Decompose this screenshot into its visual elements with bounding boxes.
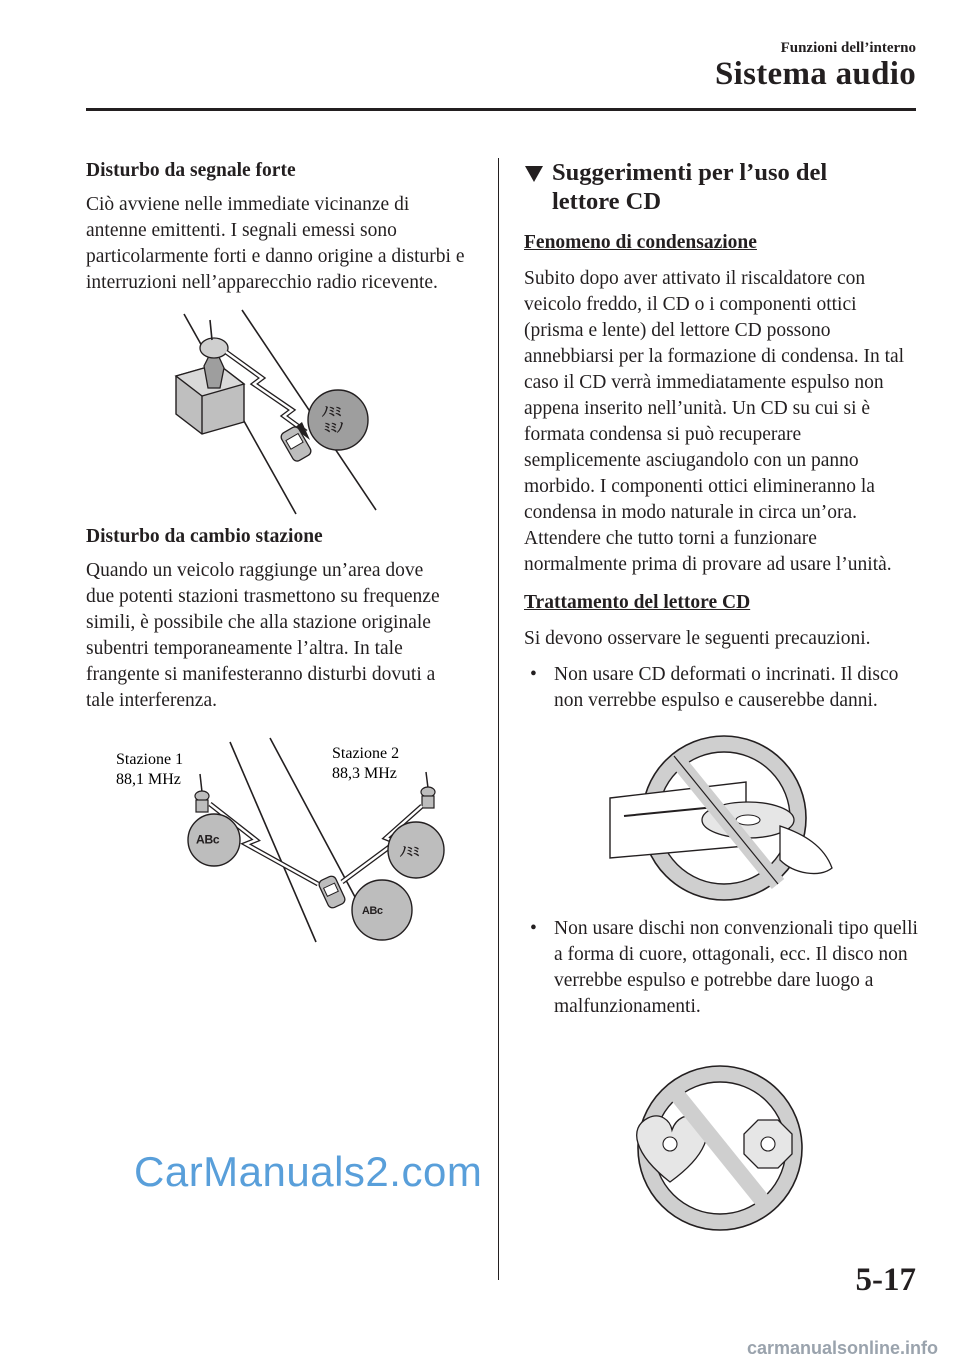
- page-number: 5-17: [855, 1262, 916, 1298]
- svg-text:ﾐﾐﾉ: ﾐﾐﾉ: [324, 420, 344, 435]
- strong-signal-heading: Disturbo da segnale forte: [86, 160, 296, 181]
- no-shaped-discs-illustration: [524, 1042, 920, 1232]
- strong-signal-illustration: [86, 304, 481, 516]
- bullet-deformed-cd: [524, 662, 920, 714]
- bullet-dot-icon: •: [530, 918, 537, 939]
- station-2-frequency: 88,3 MHz: [332, 765, 397, 782]
- station-1-frequency: 88,1 MHz: [116, 771, 181, 788]
- station-change-text: Quando un veicolo raggiunge un’area dove due potenti stazioni trasmettono su frequenze simili, è possibile che alla stazione originale subentri temporaneamente l’altra. In tale frangente si manifesteranno disturbi dovuti a tale interferenza.: [86, 560, 440, 711]
- cd-tips-title-line1: Suggerimenti per l’uso del: [552, 159, 828, 186]
- station-change-heading: Disturbo da cambio stazione: [86, 526, 323, 547]
- section-title: Sistema audio: [714, 56, 916, 92]
- bullet-unconventional-discs: [524, 916, 920, 1020]
- svg-text:ᴬᴮᶜ: ᴬᴮᶜ: [362, 905, 384, 922]
- svg-text:ﾉﾐﾐ: ﾉﾐﾐ: [400, 844, 420, 859]
- left-column: [86, 158, 481, 944]
- strong-signal-text: Ciò avviene nelle immediate vicinanze di antenne emittenti. I segnali emessi sono particolarmente forti e danno origine a disturbi e interruzioni nell’apparecchio radio ricevente.: [86, 194, 465, 293]
- cd-tips-title-line2: lettore CD: [552, 188, 662, 215]
- bullet-unconventional-discs-text: Non usare dischi non convenzionali tipo quelli a forma di cuore, ottagonali, ecc. Il disco non verrebbe espulso e potrebbe dare luogo a malfunzionamenti.: [554, 918, 918, 1017]
- bullet-dot-icon: •: [530, 664, 537, 685]
- triangle-marker-icon: [524, 162, 544, 191]
- station-change-illustration: [86, 734, 481, 944]
- station-2-name: Stazione 2: [332, 745, 400, 762]
- condensation-text: Subito dopo aver attivato il riscaldatore con veicolo freddo, il CD o i componenti ottici (prisma e lente) del lettore CD possono annebbiarsi per la formazione di condensa. In tal caso il CD verrà immediatamente espulso non appena inserito nell’unità. Un CD su cui si è formata condensa si può recuperare semplicemente asciugandolo con un panno morbido. I componenti ottici elimineranno la condensa in modo naturale in circa un’ora. Attendere che tutto torni a funzionare normalmente prima di provare ad usare l’unità.: [524, 268, 905, 575]
- bullet-deformed-cd-text: Non usare CD deformati o incrinati. Il disco non verrebbe espulso e causerebbe danni.: [554, 664, 899, 711]
- svg-text:ﾉﾐﾐ: ﾉﾐﾐ: [322, 404, 342, 419]
- column-divider: [498, 158, 499, 1280]
- no-deformed-cd-illustration: [524, 728, 920, 908]
- svg-text:ᴬᴮᶜ: ᴬᴮᶜ: [196, 832, 220, 852]
- station-1-name: Stazione 1: [116, 751, 184, 768]
- station-2-antenna-icon: [421, 772, 435, 808]
- cd-handling-heading: Trattamento del lettore CD: [524, 592, 751, 613]
- condensation-heading: Fenomeno di condensazione: [524, 232, 757, 253]
- header-rule: [86, 108, 916, 111]
- watermark: CarManuals2.com: [134, 1148, 483, 1195]
- footer-url: carmanualsonline.info: [746, 1338, 938, 1358]
- chapter-title: Funzioni dell’interno: [780, 40, 916, 56]
- cd-tips-title: [524, 158, 920, 216]
- cd-handling-intro: Si devono osservare le seguenti precauzioni.: [524, 628, 871, 649]
- right-column: [524, 158, 920, 1232]
- station-1-antenna-icon: [195, 774, 209, 812]
